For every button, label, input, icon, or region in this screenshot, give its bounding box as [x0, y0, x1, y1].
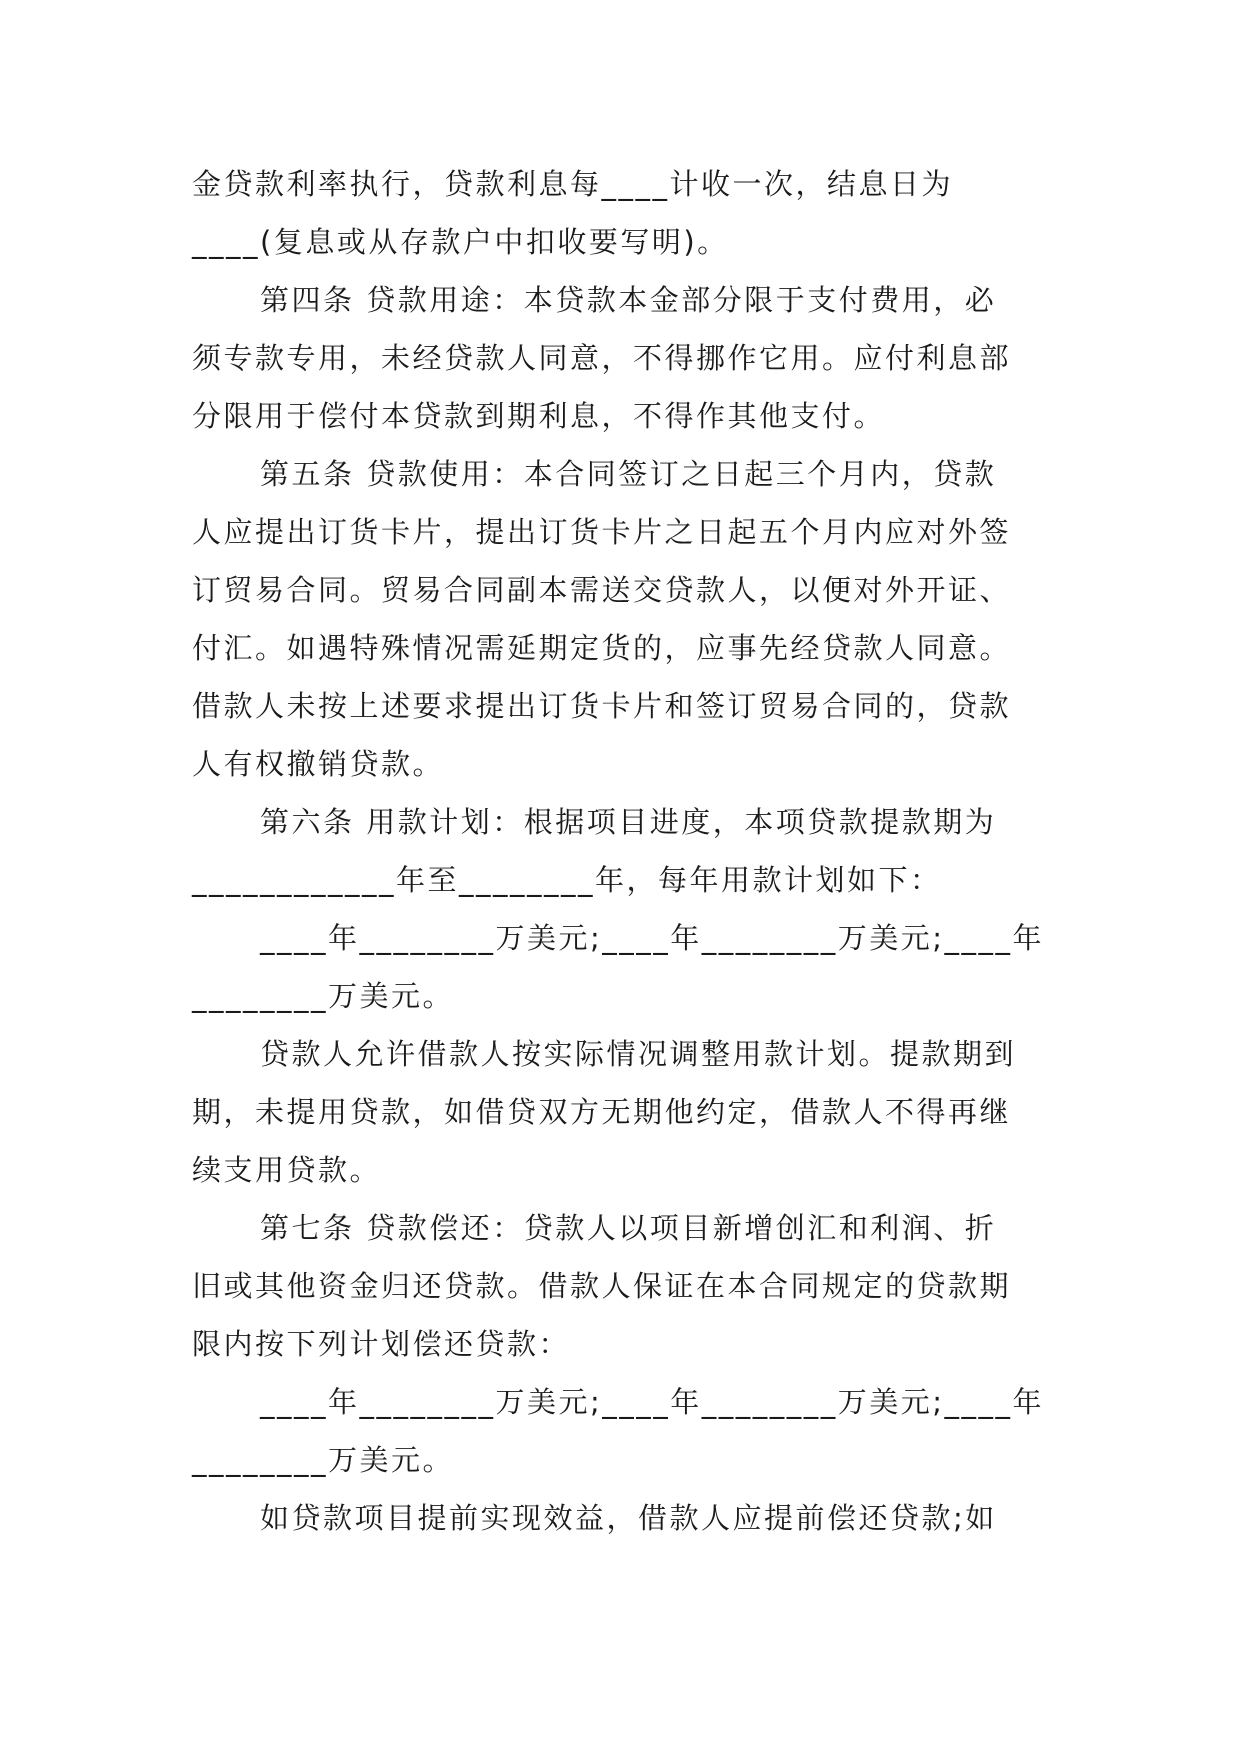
article-6-heading-line: 第六条 用款计划：根据项目进度，本项贷款提款期为 [260, 805, 997, 839]
text-line: ____(复息或从存款户中扣收要写明)。 [192, 225, 729, 259]
text-line: 分限用于偿付本贷款到期利息，不得作其他支付。 [192, 399, 886, 433]
text-line: 人应提出订货卡片，提出订货卡片之日起五个月内应对外签 [192, 515, 1012, 549]
text-line: 旧或其他资金归还贷款。借款人保证在本合同规定的贷款期 [192, 1269, 1012, 1303]
text-line: 人有权撤销贷款。 [192, 747, 445, 781]
paragraph-line: 贷款人允许借款人按实际情况调整用款计划。提款期到 [260, 1037, 1017, 1071]
text-line: 借款人未按上述要求提出订货卡片和签订贸易合同的，贷款 [192, 689, 1012, 723]
text-line: 须专款专用，未经贷款人同意，不得挪作它用。应付利息部 [192, 341, 1012, 375]
paragraph-line: 如贷款项目提前实现效益，借款人应提前偿还贷款;如 [260, 1501, 997, 1535]
text-line: 期，未提用贷款，如借贷双方无期他约定，借款人不得再继 [192, 1095, 1012, 1129]
article-5-heading-line: 第五条 贷款使用：本合同签订之日起三个月内，贷款 [260, 457, 997, 491]
document-page [192, 155, 1062, 1547]
text-line: 付汇。如遇特殊情况需延期定货的，应事先经贷款人同意。 [192, 631, 1012, 665]
plan-blank-line: ____年________万美元;____年________万美元;____年 [260, 921, 1045, 955]
repayment-blank-line: ____年________万美元;____年________万美元;____年 [260, 1385, 1045, 1419]
text-line: 订贸易合同。贸易合同副本需送交贷款人，以便对外开证、 [192, 573, 1012, 607]
article-4-heading-line: 第四条 贷款用途：本贷款本金部分限于支付费用，必 [260, 283, 997, 317]
text-line: 限内按下列计划偿还贷款： [192, 1327, 571, 1361]
article-7-heading-line: 第七条 贷款偿还：贷款人以项目新增创汇和利润、折 [260, 1211, 997, 1245]
text-line: ____________年至________年，每年用款计划如下： [192, 863, 942, 897]
text-line: 金贷款利率执行，贷款利息每____计收一次，结息日为 [192, 167, 954, 201]
text-line: 续支用贷款。 [192, 1153, 382, 1187]
text-line: ________万美元。 [192, 979, 455, 1013]
text-line: ________万美元。 [192, 1443, 455, 1477]
